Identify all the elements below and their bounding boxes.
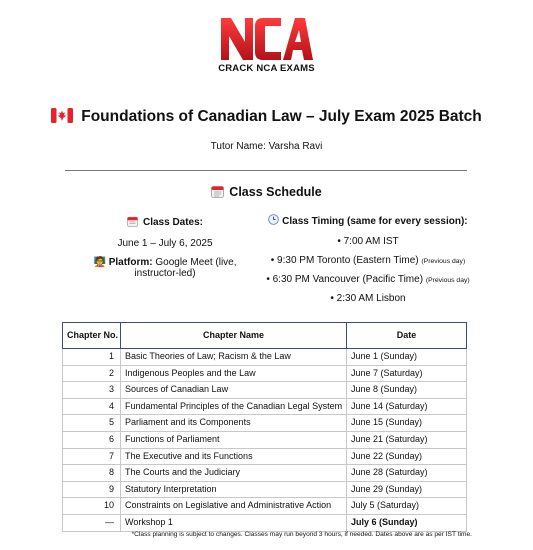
- title-text: Foundations of Canadian Law – July Exam 2025 Batch: [81, 108, 482, 125]
- chapter-no: —: [63, 514, 121, 531]
- schedule-heading: [0, 185, 533, 201]
- chapter-no: 6: [63, 431, 121, 448]
- chapter-date: June 15 (Sunday): [347, 415, 467, 432]
- table-row: [63, 448, 467, 465]
- table-row: [63, 365, 467, 382]
- chapter-no: 4: [63, 398, 121, 415]
- footnote: *Class planning is subject to changes. Classes may run beyond 3 hours, if needed. Dates above are as per IST time.: [131, 531, 472, 538]
- chapter-date: June 22 (Sunday): [347, 448, 467, 465]
- header-chapter-name: Chapter Name: [121, 323, 347, 349]
- chapter-name: Workshop 1: [121, 514, 347, 531]
- class-timing-label: Class Timing (same for every session):: [262, 214, 474, 227]
- chapter-no: 3: [63, 382, 121, 399]
- chapter-no: 7: [63, 448, 121, 465]
- chapter-date: June 7 (Saturday): [347, 365, 467, 382]
- table-row: [63, 465, 467, 482]
- header-date: Date: [347, 323, 467, 349]
- chapter-date: June 21 (Saturday): [347, 431, 467, 448]
- class-dates-section: [80, 216, 250, 279]
- chapter-name: Parliament and its Components: [121, 415, 347, 432]
- class-timing-section: [262, 214, 474, 304]
- schedule-table: [62, 322, 466, 532]
- table-row: [63, 431, 467, 448]
- chapter-no: 2: [63, 365, 121, 382]
- chapter-no: 9: [63, 481, 121, 498]
- timing-toronto: • 9:30 PM Toronto (Eastern Time) (Previous day): [270, 255, 466, 266]
- teacher-icon: 🧑‍🏫: [93, 257, 106, 268]
- chapter-date: July 6 (Sunday): [347, 514, 467, 531]
- platform-label: Platform:: [108, 257, 153, 268]
- chapter-date: June 28 (Saturday): [347, 465, 467, 482]
- chapter-date: June 8 (Sunday): [347, 382, 467, 399]
- chapter-date: June 29 (Sunday): [347, 481, 467, 498]
- chapter-date: July 5 (Saturday): [347, 498, 467, 515]
- brand-name: CRACK NCA EXAMS: [218, 63, 315, 74]
- platform-value: Google Meet (live,: [155, 257, 237, 268]
- chapter-name: Basic Theories of Law; Racism & the Law: [121, 349, 347, 366]
- table-row: [63, 415, 467, 432]
- table-row: [63, 498, 467, 515]
- platform-line: [80, 257, 250, 268]
- table-row-workshop: [63, 514, 467, 531]
- timing-lisbon: • 2:30 AM Lisbon: [330, 293, 406, 304]
- chapter-no: 5: [63, 415, 121, 432]
- chapter-name: The Executive and its Functions: [121, 448, 347, 465]
- tutor-name: Tutor Name: Varsha Ravi: [210, 141, 323, 152]
- chapter-name: The Courts and the Judiciary: [121, 465, 347, 482]
- chapter-date: June 1 (Sunday): [347, 349, 467, 366]
- table-row: [63, 382, 467, 399]
- clock-icon: [268, 216, 282, 227]
- brand-logo: [0, 12, 533, 74]
- table-row: [63, 349, 467, 366]
- header-chapter-no: Chapter No.: [63, 323, 121, 349]
- chapter-name: Functions of Parliament: [121, 431, 347, 448]
- canada-flag-icon: [51, 108, 73, 128]
- timing-vancouver: • 6:30 PM Vancouver (Pacific Time) (Previous day): [266, 274, 470, 285]
- nca-logo-icon: [219, 12, 315, 62]
- timing-ist: • 7:00 AM IST: [337, 236, 399, 247]
- divider: [65, 170, 467, 171]
- schedule-heading-text: Class Schedule: [229, 185, 322, 199]
- chapter-name: Statutory Interpretation: [121, 481, 347, 498]
- table-row: [63, 398, 467, 415]
- chapter-no: 10: [63, 498, 121, 515]
- chapter-name: Constraints on Legislative and Administrative Action: [121, 498, 347, 515]
- chapter-name: Fundamental Principles of the Canadian Legal System: [121, 398, 347, 415]
- calendar-icon: [211, 185, 224, 201]
- table-row: [63, 481, 467, 498]
- page-title: [0, 108, 533, 128]
- chapter-no: 8: [63, 465, 121, 482]
- chapter-name: Indigenous Peoples and the Law: [121, 365, 347, 382]
- calendar-icon: [127, 216, 138, 230]
- table-header-row: [63, 323, 467, 349]
- chapter-date: June 14 (Saturday): [347, 398, 467, 415]
- class-dates-label: Class Dates:: [80, 216, 250, 230]
- chapter-no: 1: [63, 349, 121, 366]
- class-dates-value: June 1 – July 6, 2025: [117, 238, 213, 249]
- platform-value-cont: instructor-led): [134, 268, 196, 279]
- chapter-name: Sources of Canadian Law: [121, 382, 347, 399]
